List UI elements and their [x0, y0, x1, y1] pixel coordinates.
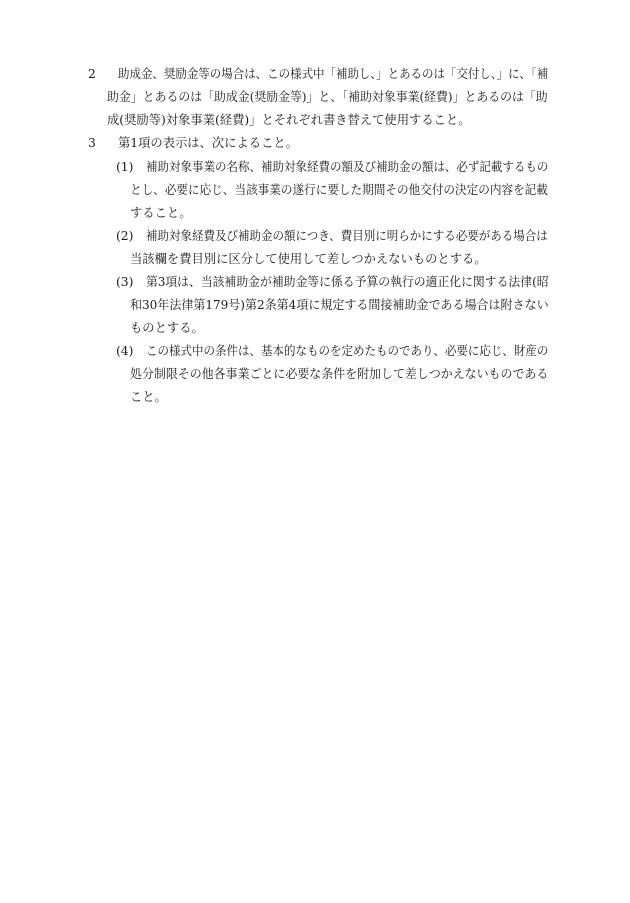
- item-2-number: 2: [88, 67, 96, 81]
- subitem-1-line-3: すること。: [130, 206, 192, 220]
- item-2-line-1: 助成金、奨励金等の場合は、この様式中「補助し、」とあるのは「交付し、」に、「補: [118, 67, 549, 81]
- subitem-4-line-2: 処分制限その他各事業ごとに必要な条件を附加して差しつかえないものである: [130, 367, 549, 381]
- item-3-number: 3: [88, 136, 96, 150]
- subitem-4-line-3: こと。: [130, 390, 167, 404]
- subitem-1-number: (1): [116, 160, 134, 174]
- subitem-4-line-1: この様式中の条件は、基本的なものを定めたものであり、必要に応じ、財産の: [146, 344, 549, 358]
- subitem-3-line-3: ものとする。: [130, 321, 204, 335]
- item-2-line-3: 成(奨励等)対象事業(経費)」とそれぞれ書き替えて使用すること。: [107, 113, 471, 127]
- subitem-1-line-2: とし、必要に応じ、当該事業の遂行に要した期間その他交付の決定の内容を記載: [130, 183, 548, 197]
- item-3-text: 第1項の表示は、次によること。: [118, 136, 298, 150]
- subitem-3-number: (3): [116, 275, 134, 289]
- subitem-3-line-2: 和30年法律第179号)第2条第4項に規定する間接補助金である場合は附さない: [130, 298, 549, 312]
- item-2-line-2: 助金」とあるのは「助成金(奨励金等)」と、「補助対象事業(経費)」とあるのは「助: [107, 90, 548, 104]
- subitem-2-line-2: 当該欄を費目別に区分して使用して差しつかえないものとする。: [130, 252, 487, 266]
- subitem-2-number: (2): [116, 229, 134, 243]
- subitem-3-line-1: 第3項は、当該補助金が補助金等に係る予算の執行の適正化に関する法律(昭: [146, 275, 549, 289]
- subitem-4-number: (4): [116, 344, 134, 358]
- subitem-1-line-1: 補助対象事業の名称、補助対象経費の額及び補助金の額は、必ず記載するもの: [146, 160, 549, 174]
- subitem-2-line-1: 補助対象経費及び補助金の額につき、費目別に明らかにする必要がある場合は: [146, 229, 548, 243]
